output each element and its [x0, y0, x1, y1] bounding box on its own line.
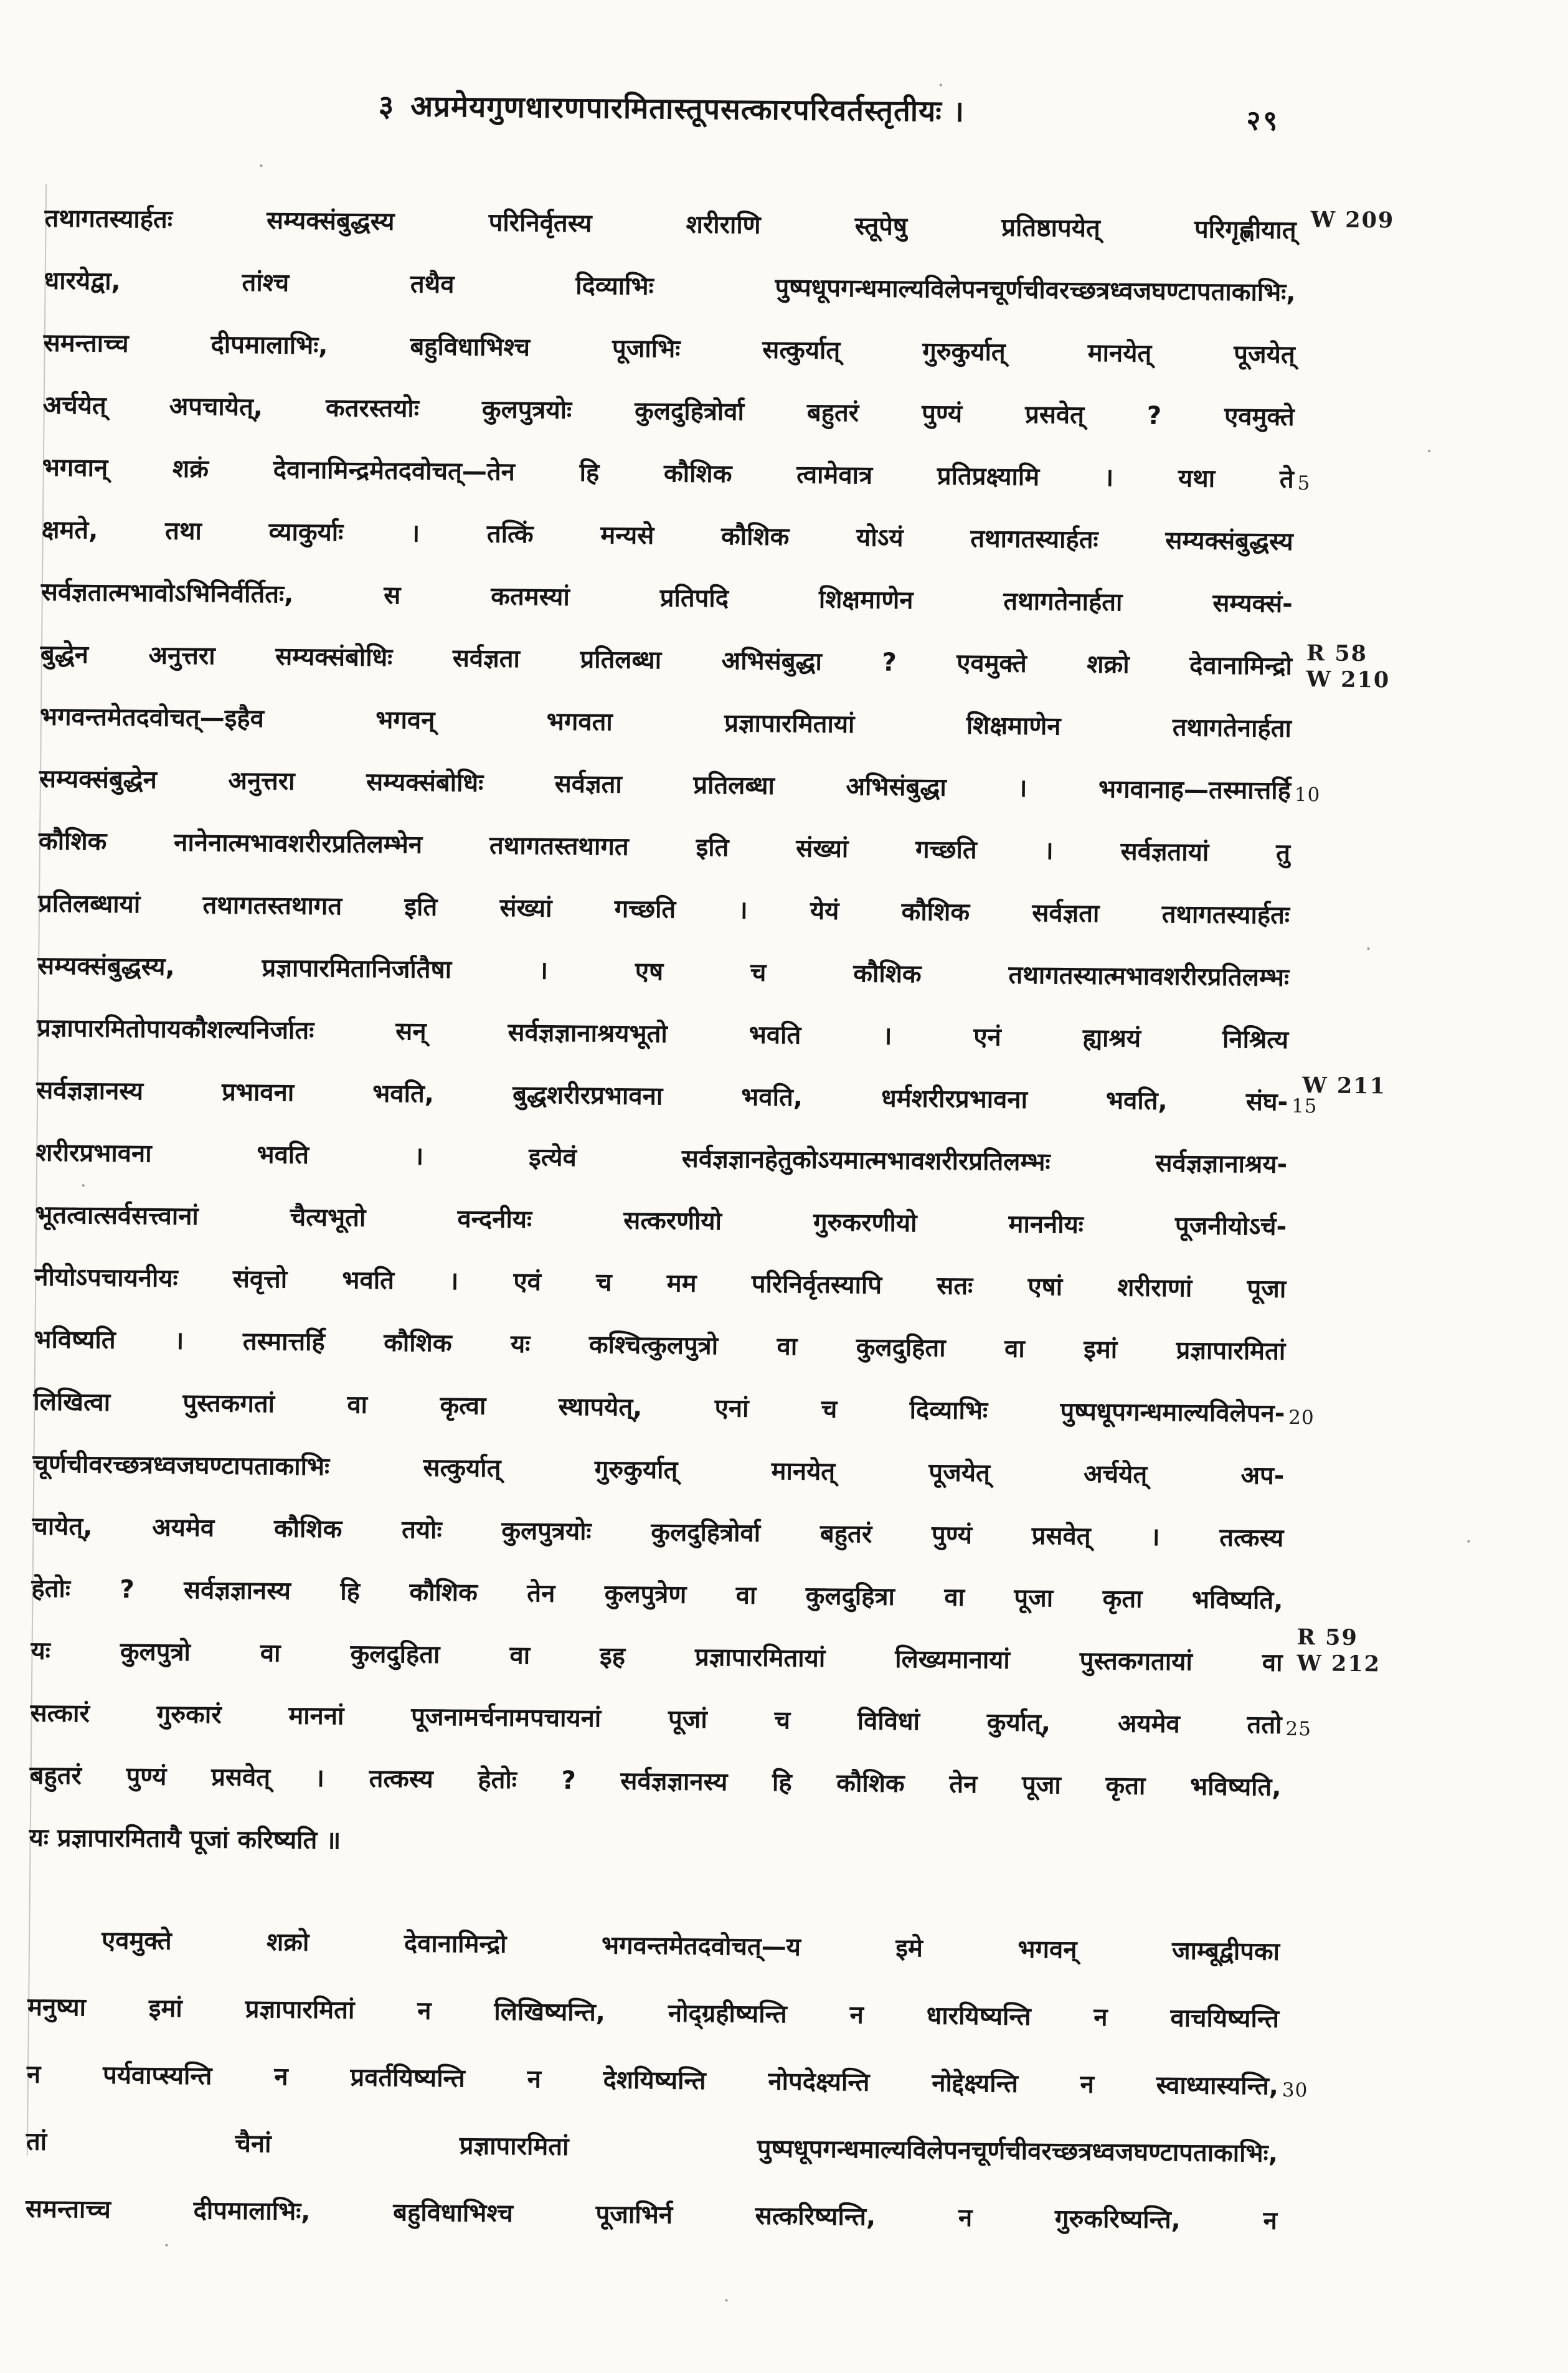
margin-note-line: W 211: [1302, 1073, 1387, 1099]
margin-note-line: R 58: [1306, 640, 1368, 667]
line-text: भूतत्वात्सर्वसत्त्वानां चैत्यभूतो वन्दनीयः सत्करणीयो गुरुकरणीयो माननीयः पूजनीयोऽर्च-: [35, 1200, 1287, 1241]
line-text: भगवान् शक्रं देवानामिन्द्रमेतदवोचत्—तेन हि कौशिक त्वामेवात्र प्रतिप्रक्ष्यामि । यथा ते: [42, 453, 1294, 494]
line-number: 10: [1294, 784, 1321, 807]
line-number: 20: [1288, 1406, 1315, 1429]
line-text: हेतोः ? सर्वज्ञज्ञानस्य हि कौशिक तेन कुलपुत्रेण वा कुलदुहित्रा वा पूजा कृता भविष्यति,: [31, 1574, 1283, 1615]
line-text: भगवन्तमेतदवोचत्—इहैव भगवन् भगवता प्रज्ञापारमितायां शिक्षमाणेन तथागतेनार्हता: [39, 702, 1292, 743]
line-text: यः प्रज्ञापारमितायै पूजां करिष्यति ॥: [29, 1823, 341, 1855]
line-text: सर्वज्ञज्ञानस्य प्रभावना भवति, बुद्धशरीरप्रभावना भवति, धर्मशरीरप्रभावना भवति, संघ-: [35, 1076, 1288, 1117]
line-text: एवमुक्ते शक्रो देवानामिन्द्रो भगवन्तमेतदवोचत्—य इमे भगवन् जाम्बूद्वीपका: [101, 1926, 1280, 1966]
line-text: क्षमते, तथा व्याकुर्याः । तत्किं मन्यसे कौशिक योऽयं तथागतस्यार्हतः सम्यक्संबुद्धस्य: [41, 515, 1293, 556]
line-number: 30: [1282, 2078, 1308, 2102]
line-text: लिखित्वा पुस्तकगतां वा कृत्वा स्थापयेत्, एनां च दिव्याभिः पुष्पधूपगन्धमाल्यविलेपन-: [33, 1387, 1285, 1428]
line-text: सत्कारं गुरुकारं माननां पूजनामर्चनामपचायनां पूजां च विविधां कुर्यात्, अयमेव ततो: [30, 1698, 1282, 1740]
line-number: 5: [1297, 472, 1311, 495]
line-text: समन्ताच्च दीपमालाभिः, बहुविधाभिश्च पूजाभिर्न सत्करिष्यन्ति, न गुरुकरिष्यन्ति, न: [25, 2194, 1278, 2235]
line-text: चायेत्, अयमेव कौशिक तयोः कुलपुत्रयोः कुलदुहित्रोर्वा बहुतरं पुण्यं प्रसवेत् । तत्कस्य: [32, 1512, 1284, 1553]
line-text: मनुष्या इमां प्रज्ञापारमितां न लिखिष्यन्ति, नोद्ग्रहीष्यन्ति न धारयिष्यन्ति न वाचयिष्यन्ति: [27, 1992, 1280, 2034]
chapter-number: ३: [378, 88, 395, 124]
line-text: प्रतिलब्धायां तथागतस्तथागत इति संख्यां गच्छति । येयं कौशिक सर्वज्ञता तथागतस्यार्हतः: [37, 889, 1290, 930]
line-text: तथागतस्यार्हतः सम्यक्संबुद्धस्य परिनिर्वृतस्य शरीराणि स्तूपेषु प्रतिष्ठापयेत् परिगृह्णीयात्: [44, 204, 1296, 245]
line-number: 15: [1291, 1094, 1318, 1118]
line-text: भविष्यति । तस्मात्तर्हि कौशिक यः कश्चित्कुलपुत्रो वा कुलदुहिता वा इमां प्रज्ञापारमितां: [34, 1325, 1286, 1366]
margin-note-line: W 212: [1296, 1651, 1381, 1677]
margin-note-line: R 59: [1296, 1624, 1359, 1651]
page-number: २९: [1246, 105, 1280, 137]
line-text: समन्ताच्च दीपमालाभिः, बहुविधाभिश्च पूजाभिः सत्कुर्यात् गुरुकुर्यात् मानयेत् पूजयेत्: [43, 328, 1295, 369]
line-text: चूर्णचीवरच्छत्रध्वजघण्टापताकाभिः सत्कुर्यात् गुरुकुर्यात् मानयेत् पूजयेत् अर्चयेत् अप-: [32, 1449, 1285, 1490]
margin-note-line: W 209: [1310, 207, 1395, 234]
line-text: यः कुलपुत्रो वा कुलदुहिता वा इह प्रज्ञापारमितायां लिख्यमानायां पुस्तकगतायां वा: [31, 1636, 1283, 1677]
line-text: धारयेद्वा, तांश्च तथैव दिव्याभिः पुष्पधूपगन्धमाल्यविलेपनचूर्णचीवरच्छत्रध्वजघण्टापताकाभिः,: [44, 266, 1296, 307]
line-text: बहुतरं पुण्यं प्रसवेत् । तत्कस्य हेतोः ? सर्वज्ञज्ञानस्य हि कौशिक तेन पूजा कृता भविष्यति,: [29, 1761, 1282, 1802]
line-text: शरीरप्रभावना भवति । इत्येवं सर्वज्ञज्ञानहेतुकोऽयमात्मभावशरीरप्रतिलम्भः सर्वज्ञज्ञानाश्रय-: [35, 1138, 1288, 1179]
line-text: तां चैनां प्रज्ञापारमितां पुष्पधूपगन्धमाल्यविलेपनचूर्णचीवरच्छत्रध्वजघण्टापताकाभिः,: [26, 2127, 1278, 2168]
line-text: कौशिक नानेनात्मभावशरीरप्रतिलम्भेन तथागतस्तथागत इति संख्यां गच्छति । सर्वज्ञतायां तु: [38, 827, 1291, 868]
chapter-title: अप्रमेयगुणधारणपारमितास्तूपसत्कारपरिवर्तस्तृतीयः ।: [410, 89, 965, 129]
line-text: सम्यक्संबुद्धेन अनुत्तरा सम्यक्संबोधिः सर्वज्ञता प्रतिलब्धा अभिसंबुद्धा । भगवानाह—तस्मात्तर्हि: [39, 764, 1292, 805]
line-text: सर्वज्ञतात्मभावोऽभिनिर्वर्तितः, स कतमस्यां प्रतिपदि शिक्षमाणेन तथागतेनार्हता सम्यक्सं-: [40, 577, 1293, 618]
line-text: सम्यक्संबुद्धस्य, प्रज्ञापारमितानिर्जातैषा । एष च कौशिक तथागतस्यात्मभावशरीरप्रतिलम्भः: [37, 951, 1290, 992]
line-text: प्रज्ञापारमितोपायकौशल्यनिर्जातः सन् सर्वज्ञज्ञानाश्रयभूतो भवति । एनं ह्याश्रयं निश्रित्य: [36, 1013, 1289, 1054]
line-text: बुद्धेन अनुत्तरा सम्यक्संबोधिः सर्वज्ञता प्रतिलब्धा अभिसंबुद्धा ? एवमुक्ते शक्रो देवानामिन्द्रो: [40, 640, 1293, 681]
line-text: न पर्यवाप्स्यन्ति न प्रवर्तयिष्यन्ति न देशयिष्यन्ति नोपदेक्ष्यन्ति नोद्देक्ष्यन्ति न स्वाध्यास्यन्ति,: [26, 2060, 1279, 2101]
line-number: 25: [1285, 1717, 1312, 1741]
line-text: अर्चयेत् अपचायेत्, कतरस्तयोः कुलपुत्रयोः कुलदुहित्रोर्वा बहुतरं पुण्यं प्रसवेत् ? एवमुक्ते: [42, 391, 1295, 432]
margin-note-line: W 210: [1306, 666, 1391, 693]
line-text: नीयोऽपचायनीयः संवृत्तो भवति । एवं च मम परिनिर्वृतस्यापि सतः एषां शरीराणां पूजा: [34, 1262, 1287, 1304]
